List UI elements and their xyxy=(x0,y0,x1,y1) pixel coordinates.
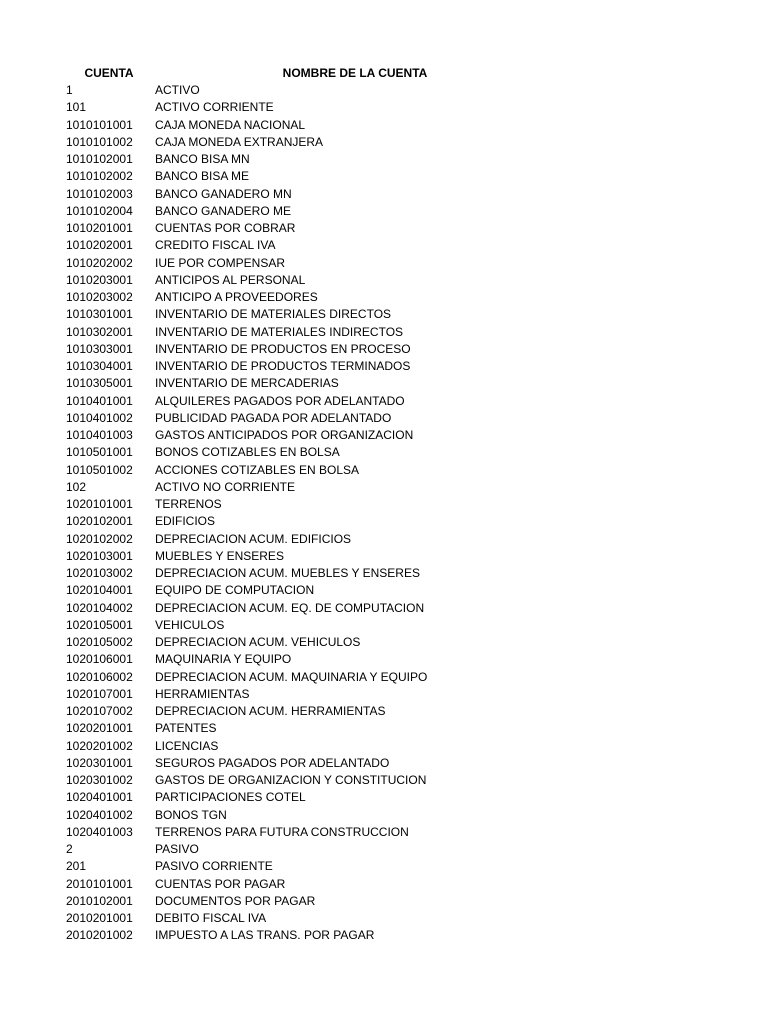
table-row xyxy=(66,531,446,548)
account-name: CAJA MONEDA EXTRANJERA xyxy=(155,134,324,149)
table-row xyxy=(66,444,446,461)
table-row xyxy=(66,738,446,755)
account-code: 1020102001 xyxy=(66,514,133,529)
table-row xyxy=(66,306,446,323)
account-code: 1020107001 xyxy=(66,686,133,701)
column-header-cuenta: CUENTA xyxy=(84,66,134,80)
table-row xyxy=(66,876,446,893)
column-header-nombre: NOMBRE DE LA CUENTA xyxy=(282,66,428,80)
table-row xyxy=(66,479,446,496)
account-code: 102 xyxy=(66,479,87,494)
account-code: 1020101001 xyxy=(66,497,133,511)
table-row xyxy=(66,755,446,772)
account-code: 1010102001 xyxy=(66,152,133,166)
account-name: DEPRECIACION ACUM. MUEBLES Y ENSERES xyxy=(155,566,420,580)
account-list xyxy=(66,82,446,945)
table-row xyxy=(66,99,446,116)
account-code: 1010203001 xyxy=(66,272,133,287)
table-row xyxy=(66,410,446,427)
account-name: CAJA MONEDA NACIONAL xyxy=(155,117,306,132)
table-row xyxy=(66,186,446,203)
account-name: PASIVO xyxy=(155,842,199,856)
account-name: INVENTARIO DE MERCADERIAS xyxy=(155,376,339,391)
account-name: TERRENOS xyxy=(155,497,222,511)
account-name: ACTIVO CORRIENTE xyxy=(155,100,274,115)
account-name: BANCO BISA ME xyxy=(155,169,250,184)
account-code: 1010501002 xyxy=(66,462,133,477)
table-row xyxy=(66,168,446,185)
table-row xyxy=(66,272,446,289)
account-code: 1010102004 xyxy=(66,203,133,218)
account-code: 2 xyxy=(66,842,73,856)
account-name: IUE POR COMPENSAR xyxy=(155,255,286,270)
table-row xyxy=(66,927,446,944)
account-name: GASTOS DE ORGANIZACION Y CONSTITUCION xyxy=(155,773,427,787)
account-code: 1010501001 xyxy=(66,445,133,460)
table-row xyxy=(66,117,446,134)
account-name: BONOS TGN xyxy=(155,807,227,822)
account-code: 1 xyxy=(66,83,73,97)
account-name: PARTICIPACIONES COTEL xyxy=(155,790,306,805)
account-code: 1010201001 xyxy=(66,221,133,235)
account-code: 1020401002 xyxy=(66,807,133,822)
account-code: 1010102003 xyxy=(66,186,133,201)
account-name: BONOS COTIZABLES EN BOLSA xyxy=(155,445,340,460)
account-code: 2010101001 xyxy=(66,876,133,891)
table-row xyxy=(66,151,446,168)
account-code: 1010304001 xyxy=(66,359,133,373)
table-row xyxy=(66,600,446,617)
account-code: 1020401001 xyxy=(66,790,133,805)
account-name: PATENTES xyxy=(155,721,217,736)
account-name: TERRENOS PARA FUTURA CONSTRUCCION xyxy=(155,824,409,839)
account-code: 2010102001 xyxy=(66,893,133,908)
table-row xyxy=(66,341,446,358)
account-name: GASTOS ANTICIPADOS POR ORGANIZACION xyxy=(155,428,414,442)
account-code: 1010202002 xyxy=(66,255,133,270)
account-name: LICENCIAS xyxy=(155,738,219,753)
table-row xyxy=(66,910,446,927)
table-row xyxy=(66,203,446,220)
account-name: MUEBLES Y ENSERES xyxy=(155,548,284,563)
account-code: 1010401003 xyxy=(66,428,133,442)
account-code: 1010401002 xyxy=(66,410,133,425)
account-code: 1020201001 xyxy=(66,721,133,736)
table-row xyxy=(66,565,446,582)
table-row xyxy=(66,669,446,686)
account-code: 1020104002 xyxy=(66,600,133,615)
account-code: 1010202001 xyxy=(66,238,133,253)
account-code: 1010101001 xyxy=(66,117,133,132)
account-code: 1020107002 xyxy=(66,704,133,718)
account-code: 1020106002 xyxy=(66,669,133,684)
table-row xyxy=(66,651,446,668)
table-row xyxy=(66,393,446,410)
account-code: 1020102002 xyxy=(66,531,133,546)
table-row xyxy=(66,807,446,824)
account-name: ANTICIPOS AL PERSONAL xyxy=(155,272,306,287)
table-row xyxy=(66,582,446,599)
account-code: 1020201002 xyxy=(66,738,133,753)
table-row xyxy=(66,824,446,841)
account-name: BANCO GANADERO MN xyxy=(155,186,292,201)
account-code: 1020106001 xyxy=(66,652,133,667)
account-name: IMPUESTO A LAS TRANS. POR PAGAR xyxy=(155,928,375,943)
table-row xyxy=(66,841,446,858)
account-name: ALQUILERES PAGADOS POR ADELANTADO xyxy=(155,393,405,408)
account-code: 101 xyxy=(66,100,87,115)
account-name: HERRAMIENTAS xyxy=(155,686,250,701)
account-name: BANCO GANADERO ME xyxy=(155,203,292,218)
account-code: 1020105001 xyxy=(66,617,133,632)
account-name: EDIFICIOS xyxy=(155,514,216,529)
account-code: 1020105002 xyxy=(66,635,133,649)
account-name: ACCIONES COTIZABLES EN BOLSA xyxy=(155,462,360,477)
account-code: 1010203002 xyxy=(66,290,133,304)
account-code: 1010301001 xyxy=(66,307,133,322)
table-row xyxy=(66,789,446,806)
table-row xyxy=(66,720,446,737)
account-code: 1020401003 xyxy=(66,824,133,839)
account-name: CUENTAS POR COBRAR xyxy=(155,221,296,235)
account-name: DEPRECIACION ACUM. MAQUINARIA Y EQUIPO xyxy=(155,669,428,684)
account-code: 2010201001 xyxy=(66,911,133,925)
account-name: DOCUMENTOS POR PAGAR xyxy=(155,893,316,908)
account-name: ANTICIPO A PROVEEDORES xyxy=(155,290,318,304)
table-row xyxy=(66,686,446,703)
account-code: 1010305001 xyxy=(66,376,133,391)
account-name: SEGUROS PAGADOS POR ADELANTADO xyxy=(155,755,390,770)
account-name: BANCO BISA MN xyxy=(155,152,250,166)
account-name: EQUIPO DE COMPUTACION xyxy=(155,583,315,598)
account-name: DEPRECIACION ACUM. EDIFICIOS xyxy=(155,531,352,546)
account-name: ACTIVO NO CORRIENTE xyxy=(155,479,296,494)
account-code: 1020103001 xyxy=(66,548,133,563)
table-row xyxy=(66,82,446,99)
table-row xyxy=(66,324,446,341)
account-name: DEPRECIACION ACUM. EQ. DE COMPUTACION xyxy=(155,600,425,615)
table-row xyxy=(66,496,446,513)
account-name: DEBITO FISCAL IVA xyxy=(155,911,267,925)
account-name: INVENTARIO DE MATERIALES DIRECTOS xyxy=(155,307,392,322)
table-row xyxy=(66,772,446,789)
account-code: 2010201002 xyxy=(66,928,133,943)
account-name: VEHICULOS xyxy=(155,617,225,632)
account-code: 1010101002 xyxy=(66,134,133,149)
table-row xyxy=(66,462,446,479)
table-row xyxy=(66,858,446,875)
table-row xyxy=(66,513,446,530)
account-name: MAQUINARIA Y EQUIPO xyxy=(155,652,292,667)
table-row xyxy=(66,617,446,634)
table-row xyxy=(66,375,446,392)
table-row xyxy=(66,893,446,910)
account-code: 1010303001 xyxy=(66,341,133,356)
account-name: INVENTARIO DE PRODUCTOS TERMINADOS xyxy=(155,359,411,373)
account-name: PASIVO CORRIENTE xyxy=(155,859,273,874)
account-name: DEPRECIACION ACUM. VEHICULOS xyxy=(155,635,361,649)
table-row xyxy=(66,237,446,254)
account-name: INVENTARIO DE PRODUCTOS EN PROCESO xyxy=(155,341,411,356)
account-code: 1020301001 xyxy=(66,755,133,770)
table-row xyxy=(66,703,446,720)
account-code: 1010401001 xyxy=(66,393,133,408)
column-header-row xyxy=(66,64,446,82)
account-code: 1010302001 xyxy=(66,324,133,339)
table-row xyxy=(66,134,446,151)
account-code: 201 xyxy=(66,859,87,874)
account-name: CUENTAS POR PAGAR xyxy=(155,876,286,891)
account-code: 1010102002 xyxy=(66,169,133,184)
chart-of-accounts-sheet xyxy=(66,64,446,945)
table-row xyxy=(66,289,446,306)
table-row xyxy=(66,634,446,651)
table-row xyxy=(66,548,446,565)
table-row xyxy=(66,220,446,237)
table-row xyxy=(66,255,446,272)
table-row xyxy=(66,358,446,375)
account-code: 1020104001 xyxy=(66,583,133,598)
account-name: DEPRECIACION ACUM. HERRAMIENTAS xyxy=(155,704,386,718)
account-code: 1020103002 xyxy=(66,566,133,580)
account-code: 1020301002 xyxy=(66,773,133,787)
account-name: PUBLICIDAD PAGADA POR ADELANTADO xyxy=(155,410,392,425)
account-name: CREDITO FISCAL IVA xyxy=(155,238,276,253)
table-row xyxy=(66,427,446,444)
account-name: INVENTARIO DE MATERIALES INDIRECTOS xyxy=(155,324,404,339)
account-name: ACTIVO xyxy=(155,83,200,97)
